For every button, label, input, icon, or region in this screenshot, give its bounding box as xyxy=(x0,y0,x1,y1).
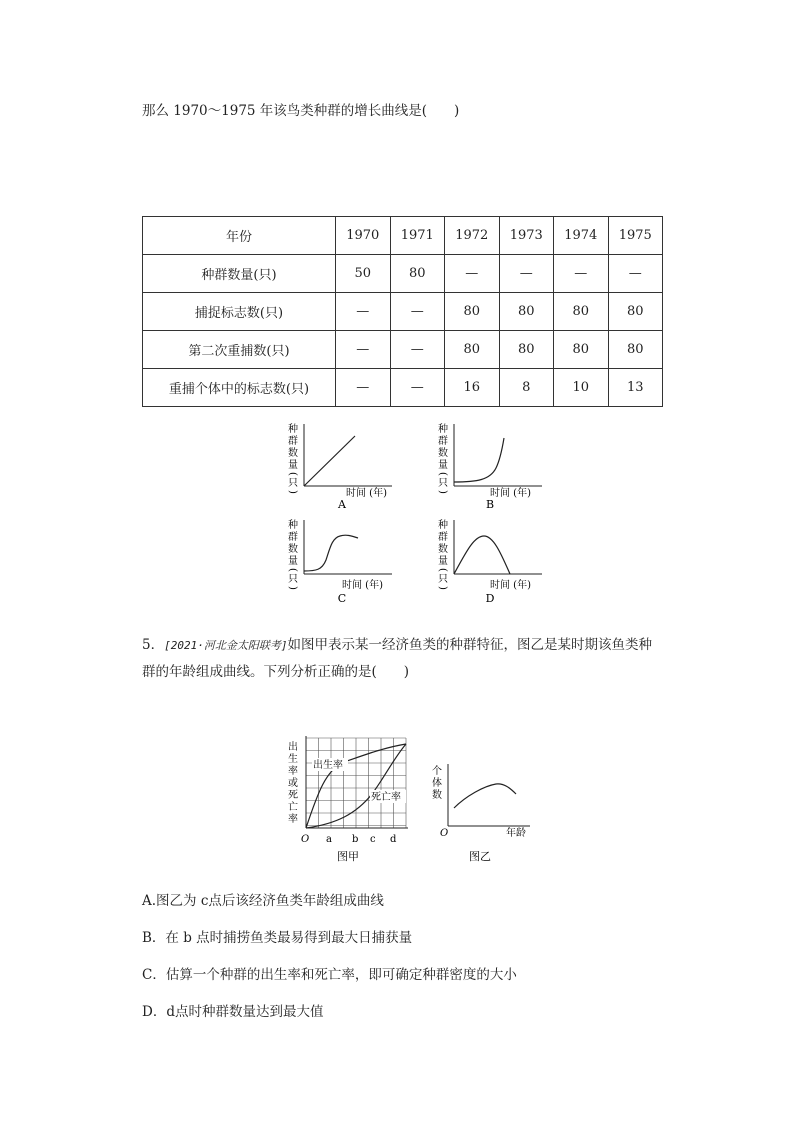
y-axis-label xyxy=(432,764,442,801)
x-axis-label: 时间 (年) xyxy=(342,580,383,591)
table-cell: 10 xyxy=(554,369,609,407)
table-cell: — xyxy=(445,255,500,293)
table-cell: 种群数量(只) xyxy=(143,255,336,293)
y-label-char: ( xyxy=(437,568,448,572)
y-axis-label xyxy=(287,422,298,494)
y-label-char: 数 xyxy=(288,448,298,459)
y-label-char: 数 xyxy=(438,448,448,459)
origin-label: O xyxy=(440,828,449,839)
y-label-char: 数 xyxy=(288,544,298,555)
table-cell: 80 xyxy=(445,293,500,331)
y-label-char: 种 xyxy=(438,520,448,531)
question-5-line-2: 群的年龄组成曲线。下列分析正确的是( ) xyxy=(142,664,410,680)
table-header-cell: 1974 xyxy=(554,217,609,255)
y-label-char: ( xyxy=(287,472,298,476)
table-header-cell: 年份 xyxy=(143,217,336,255)
question-number: 5． xyxy=(142,637,165,653)
question-source: [2021·河北金太阳联考] xyxy=(164,639,288,652)
y-label-char: 死 xyxy=(288,790,298,801)
table-cell: 80 xyxy=(499,293,554,331)
table-cell: 16 xyxy=(445,369,500,407)
table-cell: 80 xyxy=(390,255,445,293)
table-cell: — xyxy=(390,331,445,369)
table-cell: — xyxy=(554,255,609,293)
option-b: B．在 b 点时捕捞鱼类最易得到最大日捕获量 xyxy=(142,930,413,946)
y-label-char: ) xyxy=(437,490,448,494)
graph-caption: A xyxy=(338,498,346,511)
capture-recapture-table xyxy=(142,216,663,407)
option-d: D．d点时种群数量达到最大值 xyxy=(142,1004,324,1020)
table-cell: 80 xyxy=(445,331,500,369)
y-label-char: 或 xyxy=(288,778,298,789)
table-cell: — xyxy=(336,331,391,369)
y-label-char: 只 xyxy=(438,478,448,489)
table-cell: 13 xyxy=(608,369,663,407)
y-label-char: 只 xyxy=(288,478,298,489)
table-cell: — xyxy=(608,255,663,293)
death-rate-label: 死亡率 xyxy=(371,792,401,803)
x-axis-ticks xyxy=(301,834,397,845)
table-cell: 50 xyxy=(336,255,391,293)
tick-label: a xyxy=(326,834,332,845)
table-cell: 重捕个体中的标志数(只) xyxy=(143,369,336,407)
tick-label: c xyxy=(370,834,376,845)
y-axis-label xyxy=(437,422,448,494)
table-cell: 80 xyxy=(608,331,663,369)
table-row xyxy=(143,255,663,293)
y-label-char: ( xyxy=(437,472,448,476)
y-label-char: 种 xyxy=(288,520,298,531)
x-axis-label: 时间 (年) xyxy=(490,580,531,591)
y-axis-label xyxy=(437,518,448,590)
table-header-cell: 1972 xyxy=(445,217,500,255)
y-label-char: ) xyxy=(287,586,298,590)
table-row xyxy=(143,331,663,369)
origin-label: O xyxy=(301,834,310,845)
y-label-char: ) xyxy=(287,490,298,494)
y-label-char: 生 xyxy=(288,754,298,765)
table-cell: 80 xyxy=(608,293,663,331)
y-label-char: 数 xyxy=(432,790,442,801)
y-label-char: 出 xyxy=(288,742,298,753)
table-cell: — xyxy=(336,293,391,331)
growth-curve xyxy=(304,535,358,571)
table-cell: — xyxy=(336,369,391,407)
table-header-cell: 1971 xyxy=(390,217,445,255)
table-cell: 8 xyxy=(499,369,554,407)
table-cell: 80 xyxy=(499,331,554,369)
y-label-char: 群 xyxy=(438,436,448,447)
y-label-char: 只 xyxy=(288,574,298,585)
table-row xyxy=(143,293,663,331)
x-axis-label: 时间 (年) xyxy=(346,488,387,499)
option-c: C．估算一个种群的出生率和死亡率，即可确定种群密度的大小 xyxy=(142,967,517,983)
option-a-graph xyxy=(282,420,402,512)
y-label-char: 种 xyxy=(438,424,448,435)
tick-label: d xyxy=(390,834,397,845)
table-header-row xyxy=(143,217,663,255)
table-cell: 80 xyxy=(554,293,609,331)
figure-caption: 图乙 xyxy=(469,850,491,863)
growth-curve xyxy=(304,436,355,486)
figure-yi xyxy=(430,762,540,867)
table-row xyxy=(143,369,663,407)
growth-curve xyxy=(454,536,510,574)
y-label-char: 只 xyxy=(438,574,448,585)
y-axis-label xyxy=(288,740,298,825)
table-cell: 捕捉标志数(只) xyxy=(143,293,336,331)
table-cell: 第二次重捕数(只) xyxy=(143,331,336,369)
y-axis-label xyxy=(287,518,298,590)
table-cell: 80 xyxy=(554,331,609,369)
y-label-char: 亡 xyxy=(288,802,298,813)
tick-label: b xyxy=(352,834,359,845)
x-axis-label: 年龄 xyxy=(506,828,526,839)
x-axis-label: 时间 (年) xyxy=(490,488,531,499)
figure-caption: 图甲 xyxy=(337,850,359,863)
grid xyxy=(306,738,406,828)
y-label-char: 率 xyxy=(288,814,298,825)
y-label-char: 率 xyxy=(288,766,298,777)
graph-caption: B xyxy=(485,498,495,511)
y-label-char: 群 xyxy=(288,532,298,543)
question-5-line-1 xyxy=(142,633,652,653)
graph-caption: C xyxy=(337,592,347,605)
y-label-char: 量 xyxy=(288,460,298,471)
growth-curve xyxy=(454,438,504,482)
table-cell: — xyxy=(499,255,554,293)
table-cell: — xyxy=(390,369,445,407)
question-5-stem-text: 如图甲表示某一经济鱼类的种群特征，图乙是某时期该鱼类种 xyxy=(287,637,652,653)
y-label-char: 群 xyxy=(438,532,448,543)
y-label-char: ) xyxy=(437,586,448,590)
y-label-char: 种 xyxy=(288,424,298,435)
birth-rate-label: 出生率 xyxy=(313,760,343,771)
y-label-char: 量 xyxy=(438,556,448,567)
y-label-char: 群 xyxy=(288,436,298,447)
option-b-graph xyxy=(432,420,552,512)
y-label-char: ( xyxy=(287,568,298,572)
y-label-char: 量 xyxy=(288,556,298,567)
question-4-stem: 那么 1970～1975 年该鸟类种群的增长曲线是( ) xyxy=(142,103,460,119)
y-label-char: 量 xyxy=(438,460,448,471)
option-c-graph xyxy=(282,516,402,608)
figure-jia xyxy=(286,732,416,867)
table-cell: — xyxy=(390,293,445,331)
option-d-graph xyxy=(432,516,552,608)
y-label-char: 体 xyxy=(432,778,442,789)
graph-caption: D xyxy=(485,592,495,605)
table-header-cell: 1975 xyxy=(608,217,663,255)
table-header-cell: 1970 xyxy=(336,217,391,255)
y-label-char: 数 xyxy=(438,544,448,555)
table-header-cell: 1973 xyxy=(499,217,554,255)
y-label-char: 个 xyxy=(432,766,442,777)
option-a: A.图乙为 c点后该经济鱼类年龄组成曲线 xyxy=(142,893,384,909)
age-structure-curve xyxy=(454,784,516,808)
